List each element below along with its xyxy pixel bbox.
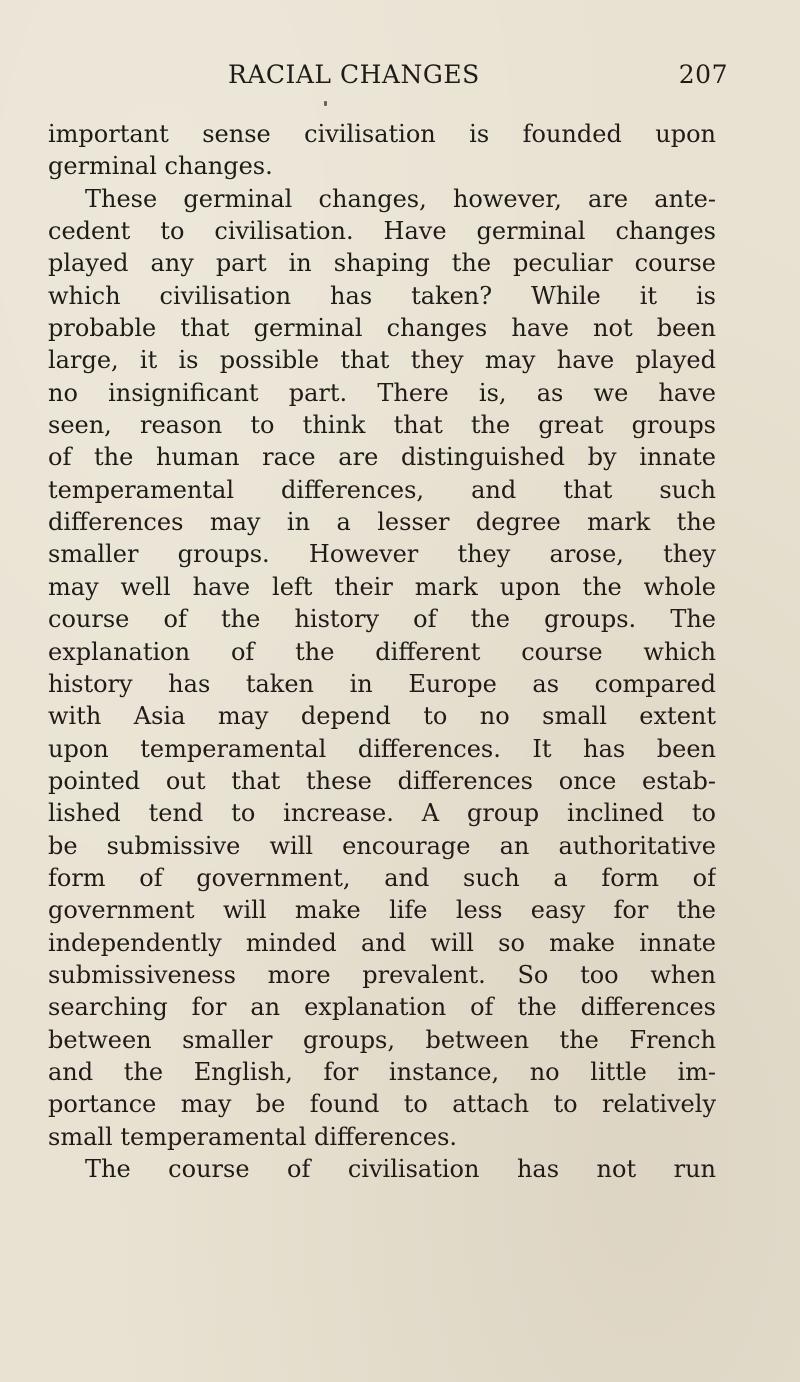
text-line: course of the history of the groups. The: [48, 605, 716, 634]
text-line: searching for an explanation of the differences: [48, 993, 716, 1022]
text-line: important sense civilisation is founded upon: [48, 120, 716, 148]
text-line: differences may in a lesser degree mark the: [48, 508, 716, 537]
text-line: and the English, for instance, no little im-: [48, 1057, 716, 1086]
text-line: of the human race are distinguished by innate: [48, 443, 716, 472]
text-line: may well have left their mark upon the whole: [48, 572, 716, 601]
text-line: history has taken in Europe as compared: [48, 669, 716, 698]
text-line: which civilisation has taken? While it is: [48, 281, 716, 310]
text-line: large, it is possible that they may have played: [48, 346, 716, 375]
text-line: independently minded and will so make innate: [48, 928, 716, 957]
running-title: RACIAL CHANGES: [228, 60, 480, 89]
text-line: upon temperamental differences. It has been: [48, 734, 716, 763]
text-line: played any part in shaping the peculiar course: [48, 249, 716, 278]
body-text: [48, 118, 716, 1185]
text-line: These germinal changes, however, are ante-: [85, 184, 716, 213]
text-line: small temperamental differences.: [48, 1122, 458, 1151]
ink-speck: [324, 101, 327, 106]
text-line: no insignificant part. There is, as we have: [48, 378, 716, 407]
text-line: portance may be found to attach to relatively: [48, 1090, 716, 1119]
running-head: [228, 60, 728, 100]
text-line: germinal changes.: [48, 152, 273, 181]
text-line: be submissive will encourage an authoritative: [48, 831, 716, 860]
text-line: seen, reason to think that the great groups: [48, 411, 716, 440]
text-line: lished tend to increase. A group inclined to: [48, 799, 716, 828]
text-line: smaller groups. However they arose, they: [48, 540, 716, 569]
text-line: temperamental differences, and that such: [48, 475, 716, 504]
text-line: cedent to civilisation. Have germinal changes: [48, 217, 716, 246]
text-line: explanation of the different course which: [48, 637, 716, 666]
text-line: submissiveness more prevalent. So too when: [48, 960, 716, 989]
text-line: probable that germinal changes have not been: [48, 314, 716, 343]
page-number: 207: [678, 60, 728, 89]
text-line: pointed out that these differences once estab-: [48, 766, 716, 795]
text-line: government will make life less easy for the: [48, 896, 716, 925]
text-line: The course of civilisation has not run: [85, 1155, 716, 1183]
text-line: form of government, and such a form of: [48, 863, 716, 892]
text-line: with Asia may depend to no small extent: [48, 702, 716, 731]
text-line: between smaller groups, between the French: [48, 1025, 716, 1054]
